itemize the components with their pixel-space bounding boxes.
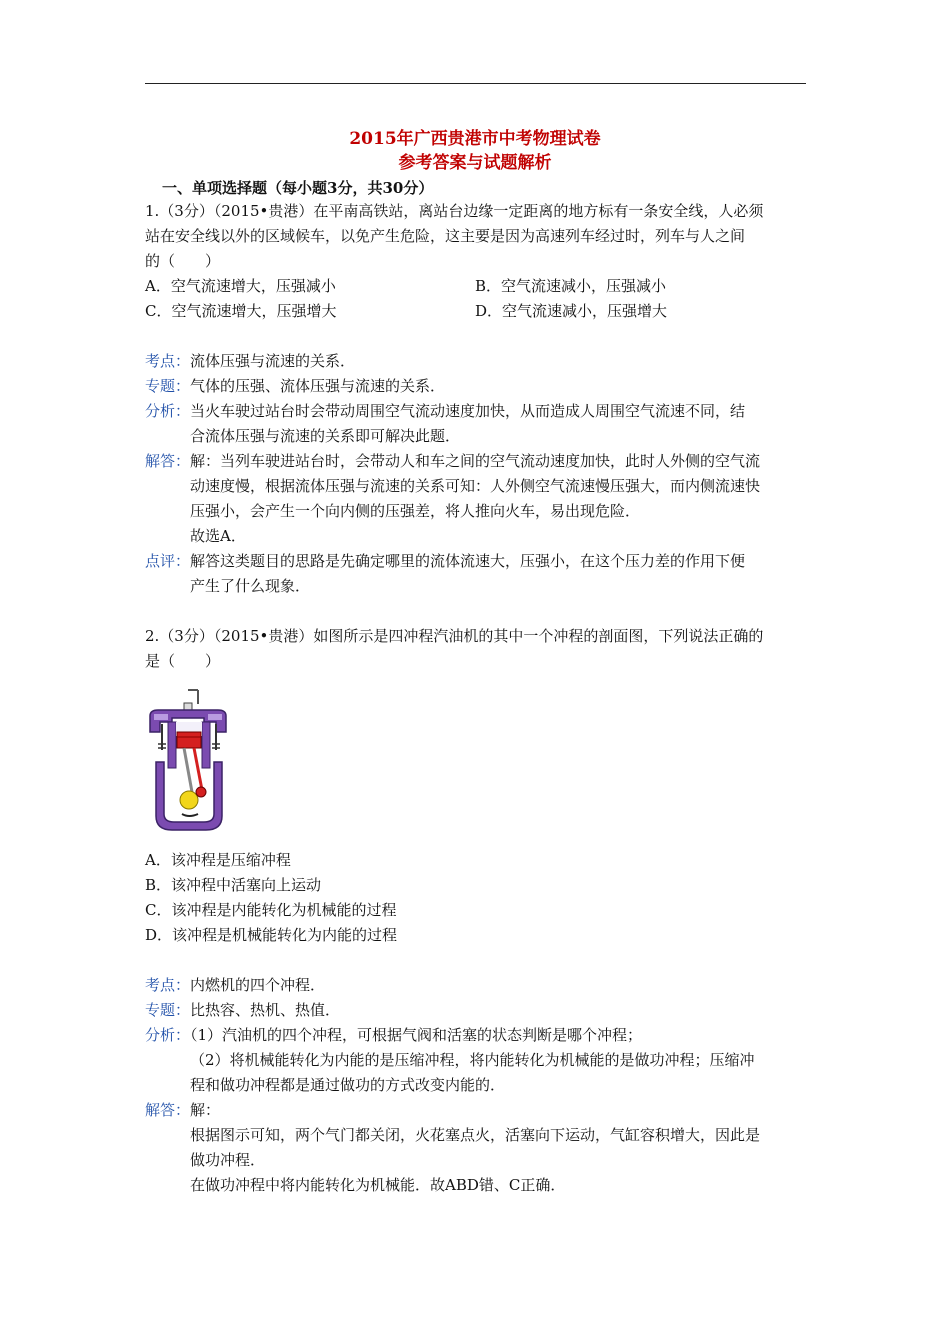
header-rule xyxy=(145,83,806,84)
q1-stem-line: 1.（3分）（2015•贵港）在平南高铁站，离站台边缘一定距离的地方标有一条安全线，人必须 xyxy=(145,202,764,220)
q2-option-b: B．该冲程中活塞向上运动 xyxy=(145,876,322,894)
kaodian-label: 考点： xyxy=(145,352,191,370)
q1-fenxi-cont: 合流体压强与流速的关系即可解决此题． xyxy=(190,427,461,445)
fenxi-label: 分析： xyxy=(145,402,191,420)
fenxi-text: （1）汽油机的四个冲程，可根据气阀和活塞的状态判断是哪个冲程； xyxy=(190,1026,643,1044)
q1-dianping-cont: 产生了什么现象． xyxy=(190,577,311,595)
zhuanti-label: 专题： xyxy=(145,377,191,395)
q2-option-c: C．该冲程是内能转化为机械能的过程 xyxy=(145,901,397,919)
q1-fenxi xyxy=(145,401,745,421)
q2-fenxi-cont: （2）将机械能转化为内能的是压缩冲程，将内能转化为机械能的是做功冲程；压缩冲 xyxy=(190,1051,755,1069)
jieda-label: 解答： xyxy=(145,1101,191,1119)
zhuanti-text: 比热容、热机、热值． xyxy=(190,1001,341,1019)
q2-option-d: D．该冲程是机械能转化为内能的过程 xyxy=(145,926,398,944)
q2-zhuanti xyxy=(145,1000,340,1020)
q2-jieda-cont: 在做功冲程中将内能转化为机械能．故ABD错、C正确． xyxy=(190,1176,566,1194)
q1-option-a: A．空气流速增大，压强减小 xyxy=(145,277,336,295)
page-subtitle: 参考答案与试题解析 xyxy=(398,153,552,173)
zhuanti-label: 专题： xyxy=(145,1001,191,1019)
q1-zhuanti xyxy=(145,376,445,396)
q2-stem-line: 是（ ） xyxy=(145,652,221,670)
q1-stem-line: 站在安全线以外的区域候车，以免产生危险，这主要是因为高速列车经过时，列车与人之间 xyxy=(145,227,746,245)
jieda-text: 解： xyxy=(190,1101,221,1119)
q1-kaodian xyxy=(145,351,355,371)
q2-jieda xyxy=(145,1100,220,1120)
jieda-text: 解：当列车驶进站台时，会带动人和车之间的空气流动速度加快，此时人外侧的空气流 xyxy=(190,452,761,470)
dianping-label: 点评： xyxy=(145,552,191,570)
section-heading: 一、单项选择题（每小题3分，共30分） xyxy=(162,179,434,197)
fenxi-text: 当火车驶过站台时会带动周围空气流动速度加快，从而造成人周围空气流速不同，结 xyxy=(190,402,746,420)
engine-cross-section-image xyxy=(146,688,231,834)
kaodian-text: 流体压强与流速的关系． xyxy=(190,352,356,370)
q1-option-c: C．空气流速增大，压强增大 xyxy=(145,302,337,320)
q1-jieda xyxy=(145,451,760,471)
kaodian-text: 内燃机的四个冲程． xyxy=(190,976,326,994)
q2-kaodian xyxy=(145,975,325,995)
q1-option-b: B．空气流速减小，压强减小 xyxy=(475,277,667,295)
q1-jieda-cont: 压强小，会产生一个向内侧的压强差，将人推向火车，易出现危险． xyxy=(190,502,641,520)
q2-fenxi-cont: 程和做功冲程都是通过做功的方式改变内能的． xyxy=(190,1076,506,1094)
q1-dianping xyxy=(145,551,745,571)
kaodian-label: 考点： xyxy=(145,976,191,994)
jieda-label: 解答： xyxy=(145,452,191,470)
q1-jieda-cont: 动速度慢，根据流体压强与流速的关系可知：人外侧空气流速慢压强大，而内侧流速快 xyxy=(190,477,761,495)
fenxi-label: 分析： xyxy=(145,1026,191,1044)
q2-fenxi xyxy=(145,1025,642,1045)
q1-jieda-cont: 故选A． xyxy=(190,527,246,545)
zhuanti-text: 气体的压强、流体压强与流速的关系． xyxy=(190,377,446,395)
dianping-text: 解答这类题目的思路是先确定哪里的流体流速大，压强小，在这个压力差的作用下便 xyxy=(190,552,746,570)
page-title: 2015年广西贵港市中考物理试卷 xyxy=(349,129,601,149)
q2-option-a: A．该冲程是压缩冲程 xyxy=(145,851,291,869)
q1-option-d: D．空气流速减小，压强增大 xyxy=(475,302,668,320)
q2-jieda-cont: 根据图示可知，两个气门都关闭，火花塞点火，活塞向下运动，气缸容积增大，因此是 xyxy=(190,1126,761,1144)
q2-jieda-cont: 做功冲程． xyxy=(190,1151,266,1169)
q2-stem-line: 2.（3分）（2015•贵港）如图所示是四冲程汽油机的其中一个冲程的剖面图，下列说法正确的 xyxy=(145,627,764,645)
q1-stem-line: 的（ ） xyxy=(145,252,221,270)
